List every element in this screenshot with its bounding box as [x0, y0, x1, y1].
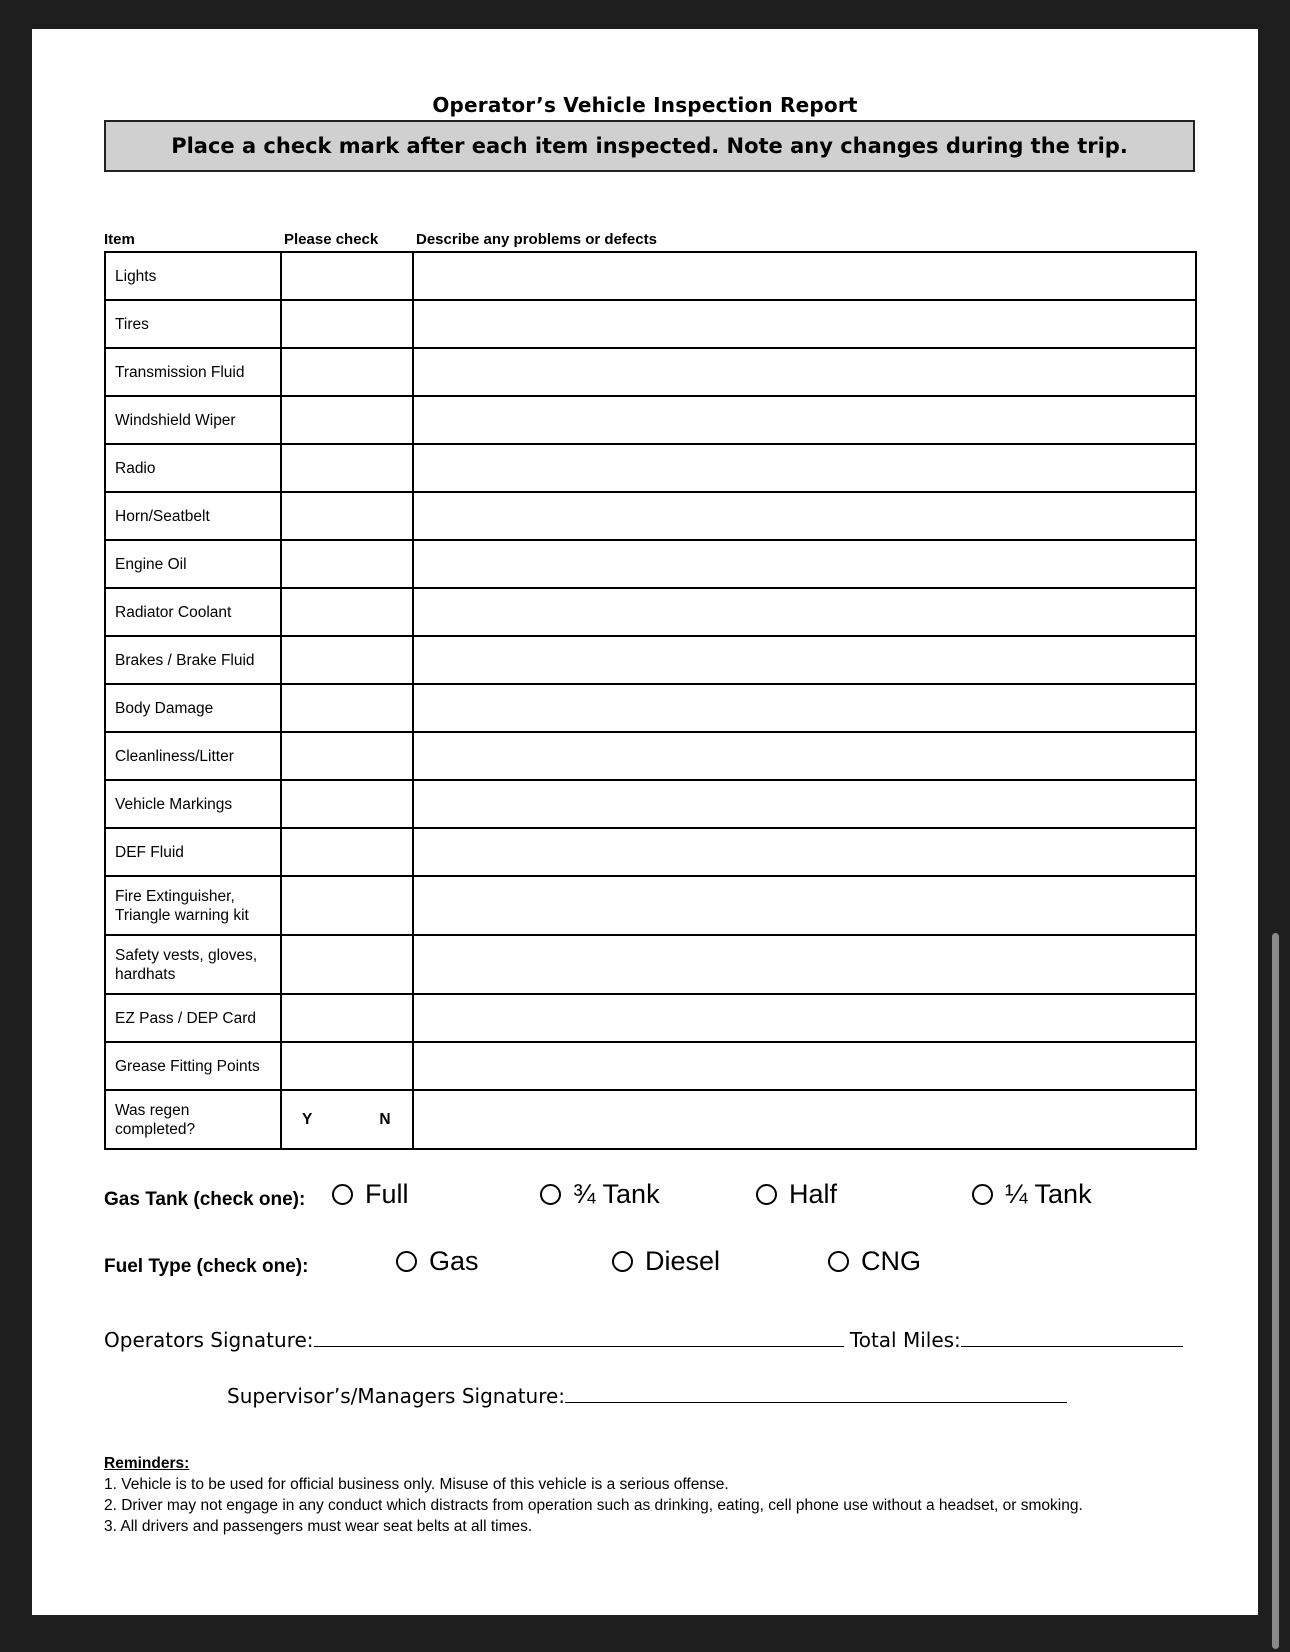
- radio-circle-icon[interactable]: [332, 1184, 353, 1205]
- item-label: Was regen completed?: [105, 1090, 281, 1149]
- problem-description-cell[interactable]: [413, 300, 1196, 348]
- table-row: [105, 492, 1196, 540]
- check-cell[interactable]: [281, 1042, 413, 1090]
- check-cell[interactable]: [281, 252, 413, 300]
- check-cell[interactable]: [281, 348, 413, 396]
- regen-yes-option[interactable]: Y: [302, 1111, 313, 1128]
- total-miles-field[interactable]: [961, 1326, 1183, 1347]
- supervisor-signature-row: [227, 1382, 1067, 1408]
- check-cell[interactable]: [281, 492, 413, 540]
- item-label: Grease Fitting Points: [105, 1042, 281, 1090]
- problem-description-cell[interactable]: [413, 348, 1196, 396]
- check-cell[interactable]: [281, 876, 413, 935]
- table-row: [105, 348, 1196, 396]
- fuel-type-label: Fuel Type (check one):: [104, 1256, 309, 1277]
- instruction-banner: Place a check mark after each item inspected. Note any changes during the trip.: [104, 120, 1195, 172]
- check-cell[interactable]: [281, 588, 413, 636]
- item-label: Safety vests, gloves, hardhats: [105, 935, 281, 994]
- problem-description-cell[interactable]: [413, 1042, 1196, 1090]
- fuel-type-option-gas[interactable]: Gas: [396, 1246, 479, 1277]
- item-label: Fire Extinguisher, Triangle warning kit: [105, 876, 281, 935]
- item-label: Cleanliness/Litter: [105, 732, 281, 780]
- problem-description-cell[interactable]: [413, 396, 1196, 444]
- radio-circle-icon[interactable]: [540, 1184, 561, 1205]
- check-cell[interactable]: [281, 540, 413, 588]
- fuel-type-option-diesel[interactable]: Diesel: [612, 1246, 720, 1277]
- gas-tank-option-full[interactable]: Full: [332, 1179, 409, 1210]
- gas-tank-option-three-quarter[interactable]: ¾ Tank: [540, 1179, 660, 1210]
- gas-tank-option-quarter[interactable]: ¼ Tank: [972, 1179, 1092, 1210]
- reminder-line: 1. Vehicle is to be used for official business only. Misuse of this vehicle is a serious offense.: [104, 1476, 729, 1493]
- supervisor-signature-field[interactable]: [565, 1382, 1067, 1403]
- operator-signature-field[interactable]: [314, 1326, 844, 1347]
- problem-description-cell[interactable]: [413, 444, 1196, 492]
- table-row: [105, 636, 1196, 684]
- problem-description-cell[interactable]: [413, 828, 1196, 876]
- check-cell[interactable]: [281, 636, 413, 684]
- table-row: [105, 994, 1196, 1042]
- item-label: Lights: [105, 252, 281, 300]
- problem-description-cell[interactable]: [413, 588, 1196, 636]
- gas-tank-label: Gas Tank (check one):: [104, 1189, 306, 1210]
- item-label: Tires: [105, 300, 281, 348]
- table-row: [105, 300, 1196, 348]
- table-row: [105, 396, 1196, 444]
- check-cell[interactable]: [281, 300, 413, 348]
- check-cell[interactable]: [281, 444, 413, 492]
- total-miles-label: Total Miles:: [849, 1328, 961, 1352]
- page-title: Operator’s Vehicle Inspection Report: [432, 93, 858, 117]
- inspection-table: [104, 251, 1197, 1150]
- item-label: Brakes / Brake Fluid: [105, 636, 281, 684]
- problem-description-cell[interactable]: [413, 492, 1196, 540]
- problem-description-cell[interactable]: [413, 1090, 1196, 1149]
- reminder-line: 2. Driver may not engage in any conduct which distracts from operation such as drinking, eating, cell phone use without a headset, or smoking.: [104, 1497, 1083, 1514]
- problem-description-cell[interactable]: [413, 540, 1196, 588]
- table-row: [105, 252, 1196, 300]
- check-cell[interactable]: [281, 396, 413, 444]
- table-row: [105, 684, 1196, 732]
- item-label: EZ Pass / DEP Card: [105, 994, 281, 1042]
- operator-signature-row: [104, 1326, 1183, 1352]
- problem-description-cell[interactable]: [413, 994, 1196, 1042]
- column-header-item: Item: [104, 231, 135, 248]
- table-row: [105, 540, 1196, 588]
- vertical-scrollbar[interactable]: [1272, 933, 1279, 1649]
- check-cell[interactable]: [281, 1090, 413, 1149]
- table-row: [105, 732, 1196, 780]
- item-label: Engine Oil: [105, 540, 281, 588]
- item-label: Transmission Fluid: [105, 348, 281, 396]
- problem-description-cell[interactable]: [413, 935, 1196, 994]
- table-row: [105, 828, 1196, 876]
- table-row: [105, 1090, 1196, 1149]
- radio-circle-icon[interactable]: [972, 1184, 993, 1205]
- check-cell[interactable]: [281, 994, 413, 1042]
- radio-circle-icon[interactable]: [756, 1184, 777, 1205]
- table-row: [105, 935, 1196, 994]
- problem-description-cell[interactable]: [413, 780, 1196, 828]
- table-row: [105, 1042, 1196, 1090]
- table-row: [105, 780, 1196, 828]
- table-row: [105, 876, 1196, 935]
- item-label: Radiator Coolant: [105, 588, 281, 636]
- radio-circle-icon[interactable]: [612, 1251, 633, 1272]
- problem-description-cell[interactable]: [413, 636, 1196, 684]
- check-cell[interactable]: [281, 780, 413, 828]
- check-cell[interactable]: [281, 935, 413, 994]
- check-cell[interactable]: [281, 684, 413, 732]
- radio-circle-icon[interactable]: [828, 1251, 849, 1272]
- check-cell[interactable]: [281, 732, 413, 780]
- regen-no-option[interactable]: N: [379, 1111, 391, 1128]
- document-page: [32, 29, 1258, 1615]
- check-cell[interactable]: [281, 828, 413, 876]
- supervisor-signature-label: Supervisor’s/Managers Signature:: [227, 1384, 566, 1408]
- fuel-type-option-cng[interactable]: CNG: [828, 1246, 921, 1277]
- problem-description-cell[interactable]: [413, 684, 1196, 732]
- table-row: [105, 444, 1196, 492]
- item-label: Vehicle Markings: [105, 780, 281, 828]
- item-label: Radio: [105, 444, 281, 492]
- reminders-section: [104, 1453, 1083, 1537]
- gas-tank-option-half[interactable]: Half: [756, 1179, 837, 1210]
- reminder-line: 3. All drivers and passengers must wear seat belts at all times.: [104, 1518, 533, 1535]
- item-label: Body Damage: [105, 684, 281, 732]
- item-label: Windshield Wiper: [105, 396, 281, 444]
- reminders-heading: Reminders:: [104, 1455, 190, 1472]
- problem-description-cell[interactable]: [413, 252, 1196, 300]
- column-header-check: Please check: [284, 231, 379, 248]
- operator-signature-label: Operators Signature:: [104, 1328, 314, 1352]
- item-label: Horn/Seatbelt: [105, 492, 281, 540]
- radio-circle-icon[interactable]: [396, 1251, 417, 1272]
- table-row: [105, 588, 1196, 636]
- item-label: DEF Fluid: [105, 828, 281, 876]
- problem-description-cell[interactable]: [413, 876, 1196, 935]
- column-header-describe: Describe any problems or defects: [416, 231, 657, 248]
- problem-description-cell[interactable]: [413, 732, 1196, 780]
